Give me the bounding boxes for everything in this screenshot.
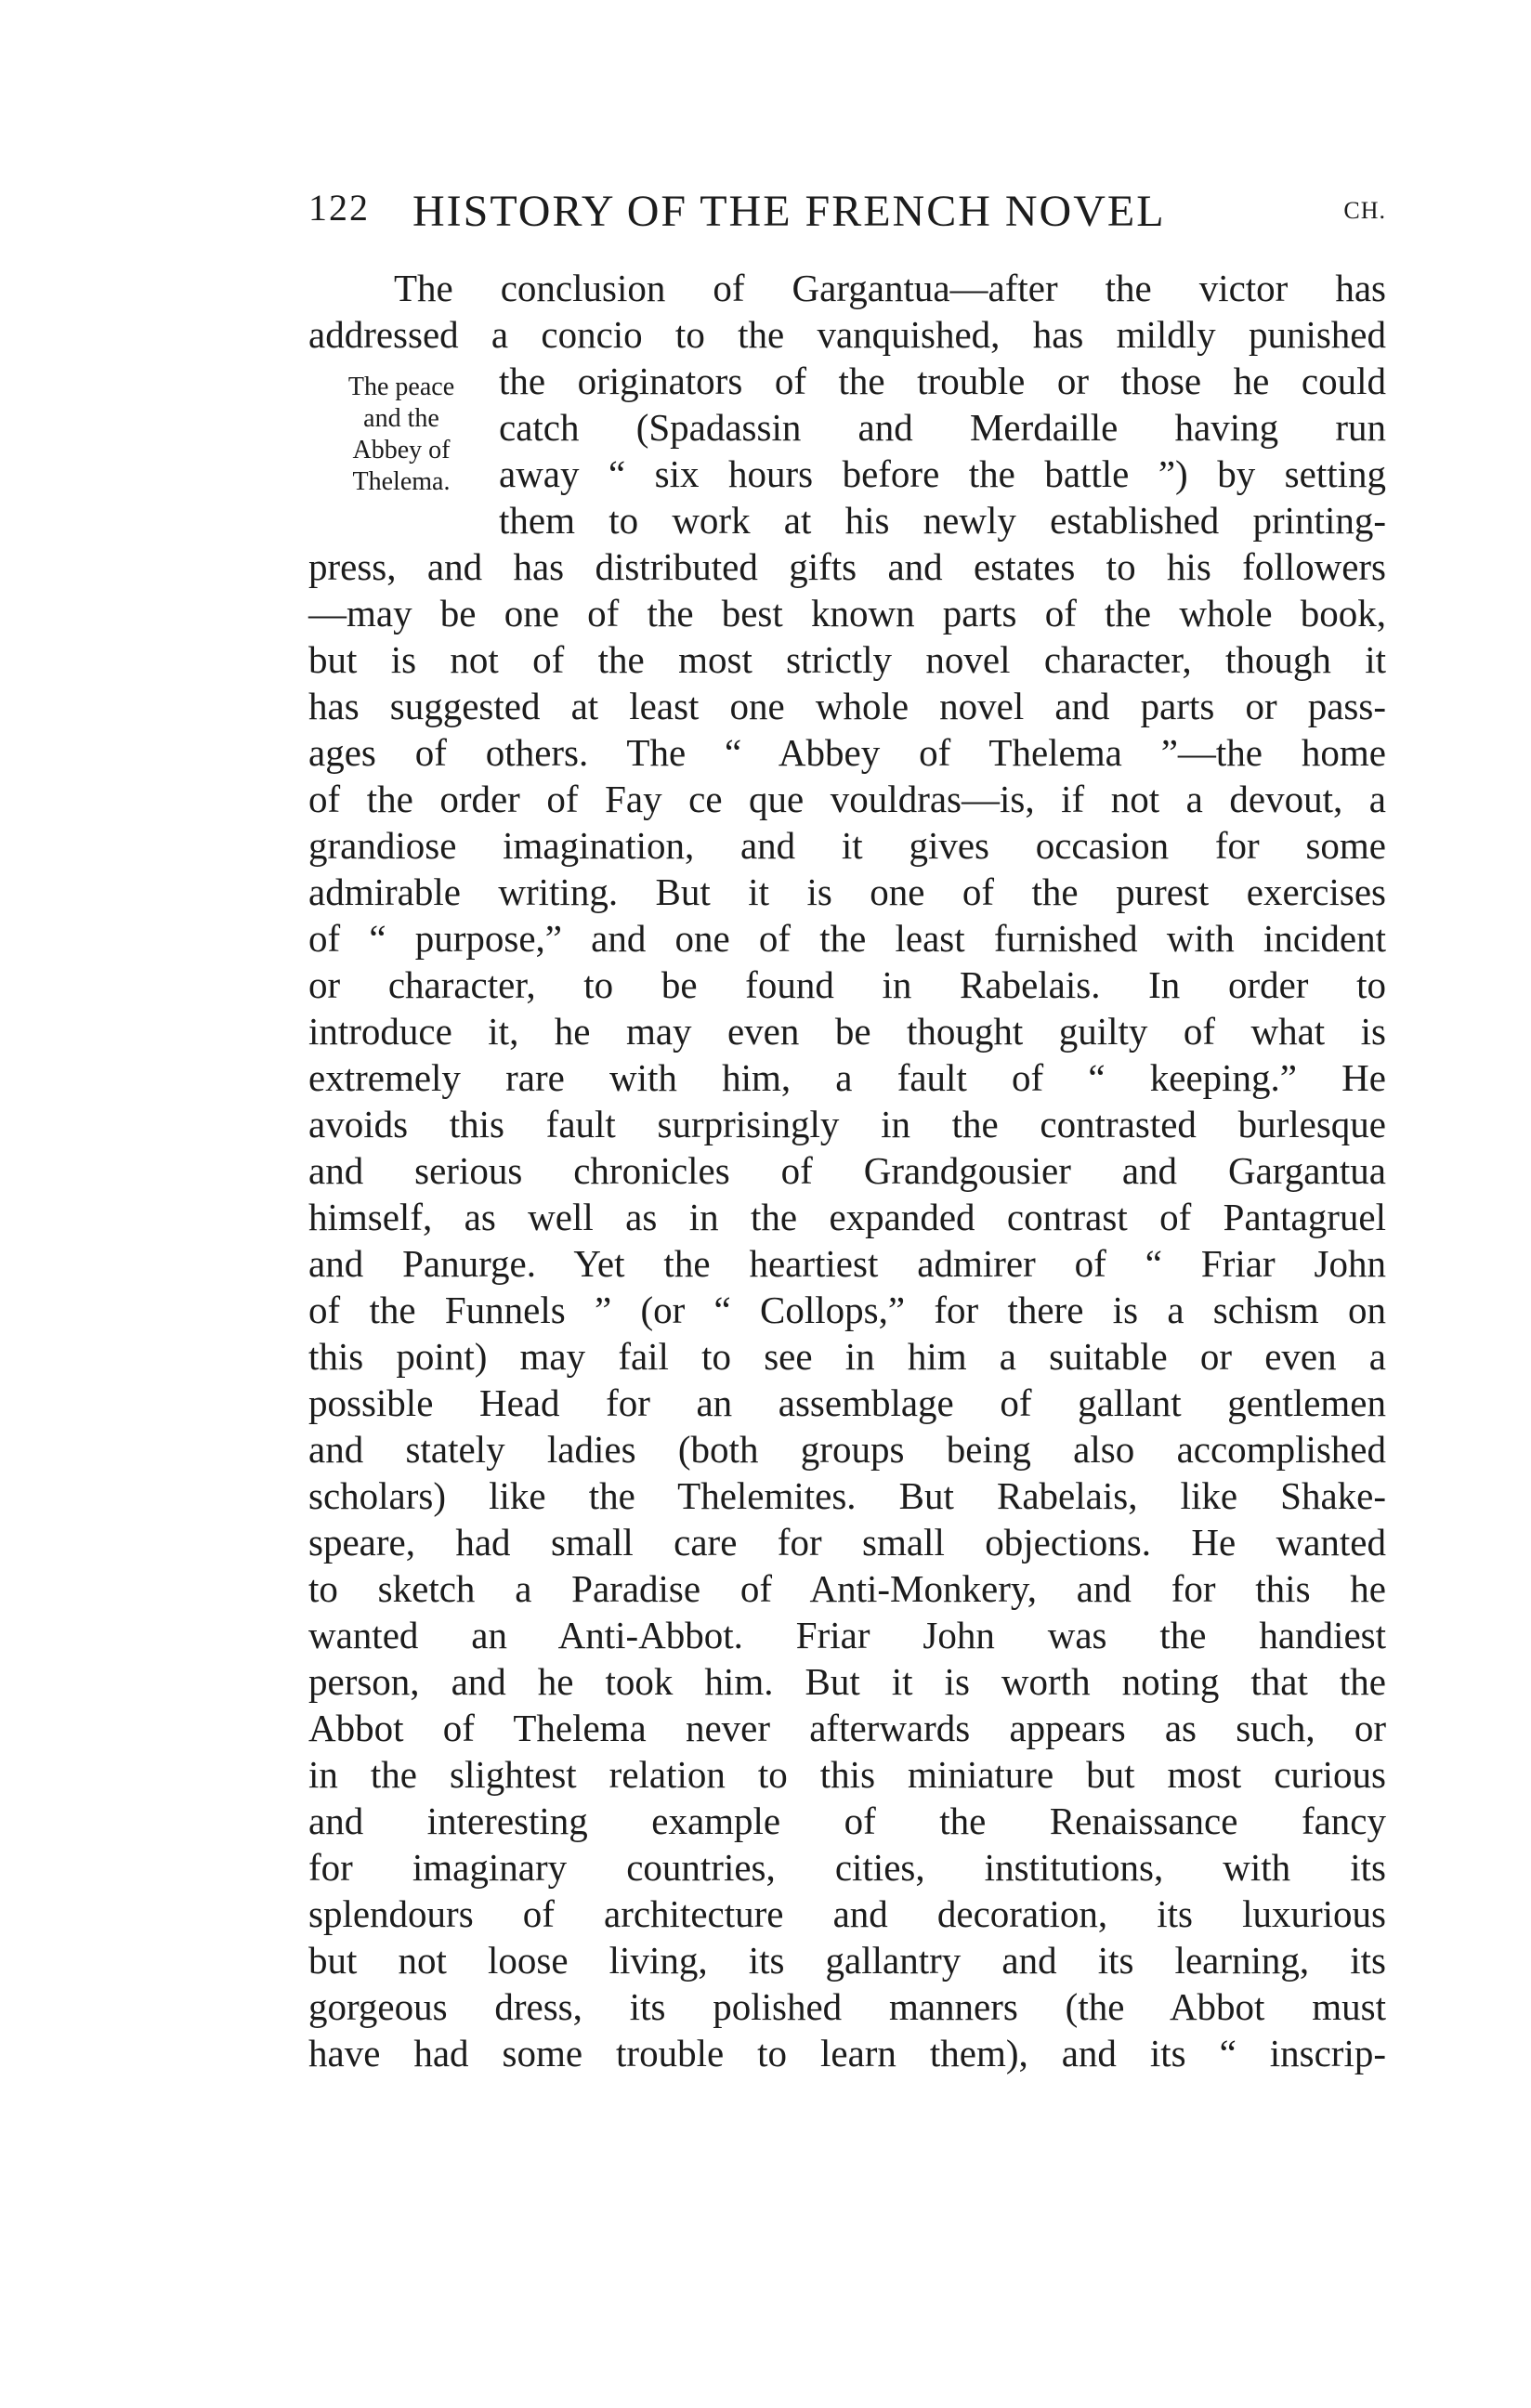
- text-line: wanted an Anti-Abbot. Friar John was the handiest: [308, 1614, 1386, 1656]
- text-line: and serious chronicles of Grandgousier and Gargantua: [308, 1149, 1386, 1192]
- text-line: person, and he took him. But it is worth noting that the: [308, 1660, 1386, 1703]
- running-head: HISTORY OF THE FRENCH NOVEL: [412, 187, 1166, 236]
- text-line: in the slightest relation to this miniature but most curious: [308, 1753, 1386, 1796]
- page-number: 122: [308, 187, 370, 229]
- text-line: —may be one of the best known parts of the whole book,: [308, 592, 1386, 635]
- text-line: has suggested at least one whole novel and parts or pass-: [308, 685, 1386, 727]
- text-line: possible Head for an assemblage of gallant gentlemen: [308, 1381, 1386, 1424]
- text-line: catch (Spadassin and Merdaille having run: [499, 406, 1386, 449]
- text-line: avoids this fault surprisingly in the contrasted burlesque: [308, 1103, 1386, 1145]
- text-line: himself, as well as in the expanded contrast of Pantagruel: [308, 1196, 1386, 1238]
- text-line: them to work at his newly established printing-: [499, 499, 1386, 542]
- page-header: [308, 186, 1386, 242]
- text-line: of “ purpose,” and one of the least furnished with incident: [308, 917, 1386, 960]
- marginal-note-line: The peace: [347, 373, 455, 401]
- text-line: but not loose living, its gallantry and its learning, its: [308, 1939, 1386, 1982]
- marginal-note-line: and the: [363, 404, 439, 433]
- text-line: and interesting example of the Renaissance fancy: [308, 1799, 1386, 1842]
- text-line: but is not of the most strictly novel character, though it: [308, 638, 1386, 681]
- text-line: admirable writing. But it is one of the purest exercises: [308, 870, 1386, 913]
- text-line: to sketch a Paradise of Anti-Monkery, and for this he: [308, 1567, 1386, 1610]
- text-line: scholars) like the Thelemites. But Rabelais, like Shake-: [308, 1474, 1386, 1517]
- text-line: grandiose imagination, and it gives occasion for some: [308, 824, 1386, 867]
- text-line: and Panurge. Yet the heartiest admirer of “ Friar John: [308, 1242, 1386, 1285]
- text-line: extremely rare with him, a fault of “ keeping.” He: [308, 1056, 1386, 1099]
- text-line: and stately ladies (both groups being also accomplished: [308, 1428, 1386, 1471]
- text-line: press, and has distributed gifts and estates to his followers: [308, 545, 1386, 588]
- text-line: addressed a concio to the vanquished, has mildly punished: [308, 313, 1386, 356]
- marginal-note-line: Thelema.: [352, 467, 451, 496]
- text-line: speare, had small care for small objections. He wanted: [308, 1521, 1386, 1564]
- marginal-note-line: Abbey of: [352, 436, 451, 465]
- text-line: ages of others. The “ Abbey of Thelema ”—the home: [308, 731, 1386, 774]
- body-text: [308, 265, 1386, 2076]
- text-line: gorgeous dress, its polished manners (the Abbot must: [308, 1985, 1386, 2028]
- text-line: this point) may fail to see in him a suitable or even a: [308, 1335, 1386, 1378]
- chapter-abbreviation: CH.: [1343, 197, 1386, 224]
- text-line: The conclusion of Gargantua—after the victor has: [394, 267, 1386, 309]
- text-line: the originators of the trouble or those he could: [499, 360, 1386, 402]
- text-line: of the order of Fay ce que vouldras—is, if not a devout, a: [308, 778, 1386, 820]
- text-line: of the Funnels ” (or “ Collops,” for there is a schism on: [308, 1289, 1386, 1331]
- text-line: or character, to be found in Rabelais. In order to: [308, 963, 1386, 1006]
- text-line: Abbot of Thelema never afterwards appears as such, or: [308, 1707, 1386, 1749]
- text-line: for imaginary countries, cities, institutions, with its: [308, 1846, 1386, 1889]
- text-line: splendours of architecture and decoration, its luxurious: [308, 1892, 1386, 1935]
- text-line: have had some trouble to learn them), and its “ inscrip-: [308, 2032, 1386, 2074]
- text-line: introduce it, he may even be thought guilty of what is: [308, 1010, 1386, 1053]
- text-line: away “ six hours before the battle ”) by setting: [499, 452, 1386, 495]
